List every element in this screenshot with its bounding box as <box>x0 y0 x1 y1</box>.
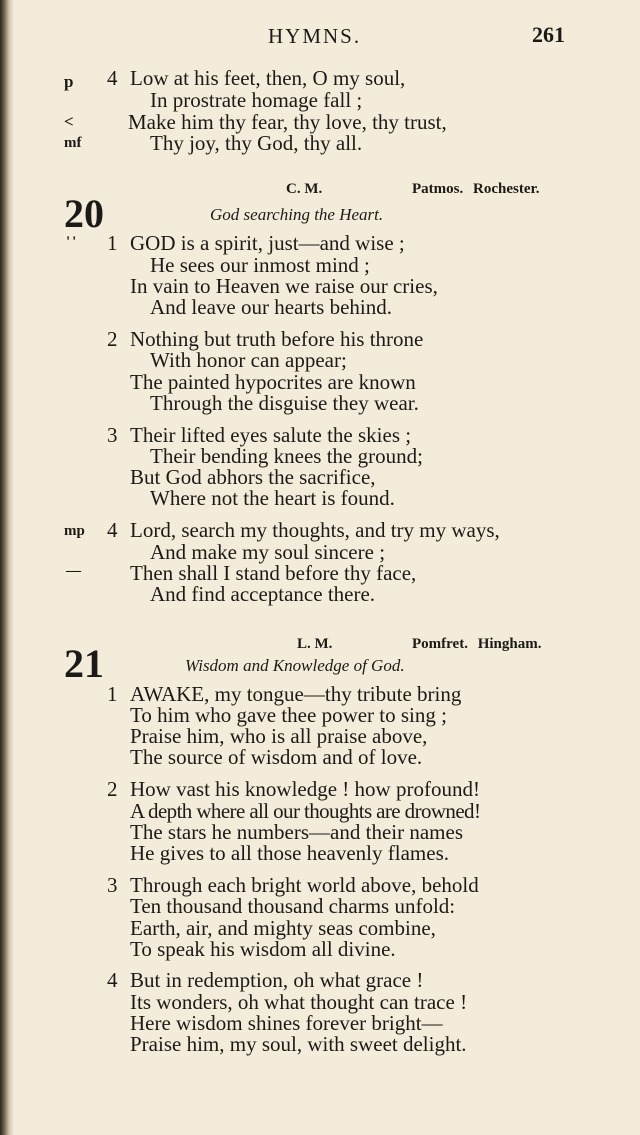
verse-line: Nothing but truth before his throne <box>130 327 424 351</box>
verse-line: Then shall I stand before thy face, <box>130 561 417 585</box>
verse-line: Their bending knees the ground; <box>150 444 423 468</box>
verse-line: And find acceptance there. <box>150 582 376 606</box>
verse-line: Through the disguise they wear. <box>150 391 419 415</box>
verse-number: 4 <box>107 66 118 90</box>
verse-line: Make him thy fear, thy love, thy trust, <box>128 110 447 134</box>
verse-number: 4 <box>107 968 118 992</box>
verse-line: GOD is a spirit, just—and wise ; <box>130 231 405 255</box>
verse-line: Low at his feet, then, O my soul, <box>130 66 406 90</box>
verse-line: He sees our inmost mind ; <box>150 253 370 277</box>
verse-number: 3 <box>107 873 118 897</box>
dynamic-mark-mezzo-forte: mf <box>64 135 82 151</box>
verse-line: To him who gave thee power to sing ; <box>130 703 447 727</box>
verse-line: With honor can appear; <box>150 348 347 372</box>
verse-line: Praise him, my soul, with sweet delight. <box>130 1032 467 1056</box>
hymn-meter: C. M. <box>286 181 323 197</box>
verse-line: Where not the heart is found. <box>150 486 395 510</box>
verse-line: AWAKE, my tongue—thy tribute bring <box>130 682 462 706</box>
hymn-tunes: Pomfret. Hingham. <box>412 636 542 652</box>
dynamic-mark-mezzo-piano: mp <box>64 523 85 539</box>
hymn-title: Wisdom and Knowledge of God. <box>185 656 405 675</box>
verse-line: Their lifted eyes salute the skies ; <box>130 423 412 447</box>
verse-line: The stars he numbers—and their names <box>130 820 463 844</box>
hymn-number: 21 <box>64 641 104 686</box>
dynamic-mark-crescendo: < <box>64 112 74 131</box>
verse-line: He gives to all those heavenly flames. <box>130 841 449 865</box>
verse-line: But God abhors the sacrifice, <box>130 465 376 489</box>
hymn-number: 20 <box>64 191 104 236</box>
verse-line: Earth, air, and mighty seas combine, <box>130 916 436 940</box>
verse-line: Its wonders, oh what thought can trace ! <box>130 990 468 1014</box>
verse-line: But in redemption, oh what grace ! <box>130 968 424 992</box>
verse-line: Through each bright world above, behold <box>130 873 479 897</box>
verse-number: 4 <box>107 518 118 542</box>
verse-number: 2 <box>107 777 118 801</box>
verse-number: 1 <box>107 231 118 255</box>
verse-line: Praise him, who is all praise above, <box>130 724 428 748</box>
verse-line: Ten thousand thousand charms unfold: <box>130 894 456 918</box>
hymn-title: God searching the Heart. <box>210 205 384 224</box>
verse-line: And leave our hearts behind. <box>150 295 393 319</box>
verse-line: In prostrate homage fall ; <box>150 88 363 112</box>
verse-line: Here wisdom shines forever bright— <box>130 1011 443 1035</box>
running-header-title: HYMNS. <box>268 24 362 48</box>
dynamic-mark-piano: p <box>64 72 74 91</box>
hymn-tunes: Patmos. Rochester. <box>412 181 540 197</box>
verse-line: Lord, search my thoughts, and try my ways, <box>130 518 500 542</box>
verse-line: To speak his wisdom all divine. <box>130 937 396 961</box>
verse-line: The painted hypocrites are known <box>130 370 416 394</box>
verse-number: 1 <box>107 682 118 706</box>
dynamic-mark-dash: — <box>66 563 81 579</box>
verse-number: 3 <box>107 423 118 447</box>
verse-line: Thy joy, thy God, thy all. <box>150 131 363 155</box>
hymn-meter: L. M. <box>297 636 333 652</box>
dynamic-mark-accent: '' <box>66 234 79 250</box>
verse-number: 2 <box>107 327 118 351</box>
verse-line: How vast his knowledge ! how profound! <box>130 777 480 801</box>
verse-line: In vain to Heaven we raise our cries, <box>130 274 438 298</box>
page-number: 261 <box>532 22 565 47</box>
verse-line: The source of wisdom and of love. <box>130 745 423 769</box>
verse-line: And make my soul sincere ; <box>150 540 386 564</box>
verse-line: A depth where all our thoughts are drowned! <box>130 799 481 823</box>
